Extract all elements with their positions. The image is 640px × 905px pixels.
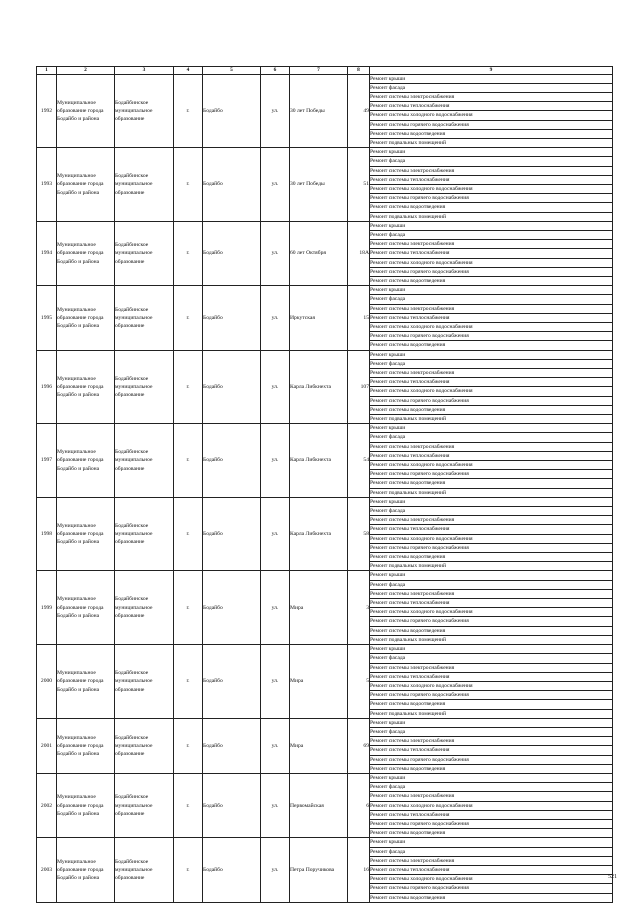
repair-work-cell: Ремонт системы электроснабжения bbox=[370, 92, 613, 101]
repair-work-cell: Ремонт крыши bbox=[370, 74, 613, 83]
municipality-cell: Муниципальное образование города Бодайбо и района bbox=[57, 838, 115, 902]
street-cell: Карла Либкнехта bbox=[290, 497, 348, 571]
repair-work-cell: Ремонт системы электроснабжения bbox=[370, 516, 613, 525]
col-header: 1 bbox=[37, 67, 57, 75]
settlement-cell: Бодайбинское муниципальное образование bbox=[115, 350, 174, 424]
repair-work-cell: Ремонт системы холодного водоснабжения bbox=[370, 608, 613, 617]
municipality-cell: Муниципальное образование города Бодайбо и района bbox=[57, 645, 115, 719]
repair-work-cell: Ремонт системы водоотведения bbox=[370, 129, 613, 138]
street-type-cell: ул. bbox=[261, 424, 290, 498]
settlement-cell: Бодайбинское муниципальное образование bbox=[115, 645, 174, 719]
locality-prefix-cell: г. bbox=[174, 718, 203, 773]
repair-work-cell: Ремонт системы горячего водоснабжения bbox=[370, 691, 613, 700]
street-type-cell: ул. bbox=[261, 645, 290, 719]
locality-prefix-cell: г. bbox=[174, 74, 203, 148]
repair-work-cell: Ремонт системы горячего водоснабжения bbox=[370, 396, 613, 405]
settlement-cell: Бодайбинское муниципальное образование bbox=[115, 221, 174, 285]
city-cell: Бодайбо bbox=[203, 148, 261, 222]
repair-work-cell: Ремонт системы горячего водоснабжения bbox=[370, 332, 613, 341]
repair-work-cell: Ремонт системы электроснабжения bbox=[370, 166, 613, 175]
city-cell: Бодайбо bbox=[203, 424, 261, 498]
repair-work-cell: Ремонт крыши bbox=[370, 286, 613, 295]
city-cell: Бодайбо bbox=[203, 838, 261, 902]
house-number-cell: 18А bbox=[348, 221, 370, 285]
repair-work-cell: Ремонт системы теплоснабжения bbox=[370, 525, 613, 534]
repair-work-cell: Ремонт крыши bbox=[370, 645, 613, 654]
col-header: 4 bbox=[174, 67, 203, 75]
repair-work-cell: Ремонт системы горячего водоснабжения bbox=[370, 267, 613, 276]
repair-work-cell: Ремонт системы водоотведения bbox=[370, 341, 613, 350]
municipality-cell: Муниципальное образование города Бодайбо и района bbox=[57, 571, 115, 645]
locality-prefix-cell: г. bbox=[174, 148, 203, 222]
col-header: 9 bbox=[370, 67, 613, 75]
street-type-cell: ул. bbox=[261, 350, 290, 424]
city-cell: Бодайбо bbox=[203, 350, 261, 424]
record-number-cell: 1995 bbox=[37, 286, 57, 350]
repair-work-cell: Ремонт системы теплоснабжения bbox=[370, 313, 613, 322]
street-type-cell: ул. bbox=[261, 74, 290, 148]
repair-work-cell: Ремонт системы теплоснабжения bbox=[370, 672, 613, 681]
street-type-cell: ул. bbox=[261, 571, 290, 645]
repair-work-cell: Ремонт системы холодного водоснабжения bbox=[370, 461, 613, 470]
repair-work-cell: Ремонт системы водоотведения bbox=[370, 829, 613, 838]
street-cell: 30 лет Победы bbox=[290, 74, 348, 148]
settlement-cell: Бодайбинское муниципальное образование bbox=[115, 286, 174, 350]
settlement-cell: Бодайбинское муниципальное образование bbox=[115, 773, 174, 837]
house-number-cell: 58 bbox=[348, 497, 370, 571]
locality-prefix-cell: г. bbox=[174, 424, 203, 498]
house-number-cell: 107 bbox=[348, 350, 370, 424]
repair-work-cell: Ремонт системы водоотведения bbox=[370, 893, 613, 902]
repair-work-cell: Ремонт системы холодного водоснабжения bbox=[370, 534, 613, 543]
street-type-cell: ул. bbox=[261, 497, 290, 571]
locality-prefix-cell: г. bbox=[174, 773, 203, 837]
locality-prefix-cell: г. bbox=[174, 645, 203, 719]
record-number-cell: 2003 bbox=[37, 838, 57, 902]
repair-work-cell: Ремонт системы водоотведения bbox=[370, 764, 613, 773]
repair-work-cell: Ремонт системы теплоснабжения bbox=[370, 865, 613, 874]
repair-work-cell: Ремонт крыши bbox=[370, 571, 613, 580]
repair-work-cell: Ремонт системы холодного водоснабжения bbox=[370, 387, 613, 396]
repair-work-cell: Ремонт системы теплоснабжения bbox=[370, 810, 613, 819]
table-row bbox=[37, 645, 613, 654]
repair-work-cell: Ремонт системы водоотведения bbox=[370, 700, 613, 709]
repair-work-cell: Ремонт подвальных помещений bbox=[370, 488, 613, 497]
repair-work-cell: Ремонт системы горячего водоснабжения bbox=[370, 755, 613, 764]
repair-work-cell: Ремонт системы горячего водоснабжения bbox=[370, 617, 613, 626]
street-cell: Мира bbox=[290, 718, 348, 773]
repair-work-cell: Ремонт системы электроснабжения bbox=[370, 663, 613, 672]
table-row bbox=[37, 718, 613, 727]
municipality-cell: Муниципальное образование города Бодайбо и района bbox=[57, 74, 115, 148]
col-header: 2 bbox=[57, 67, 115, 75]
repair-work-cell: Ремонт системы холодного водоснабжения bbox=[370, 322, 613, 331]
city-cell: Бодайбо bbox=[203, 773, 261, 837]
repair-work-cell: Ремонт системы холодного водоснабжения bbox=[370, 681, 613, 690]
record-number-cell: 2001 bbox=[37, 718, 57, 773]
repair-work-cell: Ремонт системы электроснабжения bbox=[370, 856, 613, 865]
repair-work-cell: Ремонт системы холодного водоснабжения bbox=[370, 111, 613, 120]
settlement-cell: Бодайбинское муниципальное образование bbox=[115, 571, 174, 645]
locality-prefix-cell: г. bbox=[174, 838, 203, 902]
street-cell: Мира bbox=[290, 645, 348, 719]
table-row bbox=[37, 286, 613, 295]
city-cell: Бодайбо bbox=[203, 645, 261, 719]
table-row bbox=[37, 424, 613, 433]
repair-work-cell: Ремонт крыши bbox=[370, 773, 613, 782]
municipality-cell: Муниципальное образование города Бодайбо и района bbox=[57, 286, 115, 350]
repair-work-cell: Ремонт системы теплоснабжения bbox=[370, 746, 613, 755]
repair-work-cell: Ремонт системы теплоснабжения bbox=[370, 175, 613, 184]
repair-work-cell: Ремонт системы водоотведения bbox=[370, 479, 613, 488]
repair-work-cell: Ремонт системы водоотведения bbox=[370, 553, 613, 562]
table-row bbox=[37, 773, 613, 782]
repair-work-cell: Ремонт подвальных помещений bbox=[370, 415, 613, 424]
repair-work-cell: Ремонт системы электроснабжения bbox=[370, 442, 613, 451]
house-number-cell: 54 bbox=[348, 424, 370, 498]
repair-work-cell: Ремонт системы теплоснабжения bbox=[370, 599, 613, 608]
repair-work-cell: Ремонт системы холодного водоснабжения bbox=[370, 258, 613, 267]
repair-work-cell: Ремонт системы теплоснабжения bbox=[370, 378, 613, 387]
repair-work-cell: Ремонт фасада bbox=[370, 580, 613, 589]
record-number-cell: 1993 bbox=[37, 148, 57, 222]
repair-work-cell: Ремонт фасада bbox=[370, 507, 613, 516]
repair-work-cell: Ремонт подвальных помещений bbox=[370, 212, 613, 221]
city-cell: Бодайбо bbox=[203, 718, 261, 773]
street-cell: Первомайская bbox=[290, 773, 348, 837]
repair-work-cell: Ремонт крыши bbox=[370, 718, 613, 727]
street-cell: Мира bbox=[290, 571, 348, 645]
repair-work-cell: Ремонт системы электроснабжения bbox=[370, 792, 613, 801]
repair-work-cell: Ремонт фасада bbox=[370, 83, 613, 92]
city-cell: Бодайбо bbox=[203, 221, 261, 285]
settlement-cell: Бодайбинское муниципальное образование bbox=[115, 718, 174, 773]
repair-work-cell: Ремонт системы электроснабжения bbox=[370, 369, 613, 378]
table-row bbox=[37, 221, 613, 230]
repair-work-cell: Ремонт системы теплоснабжения bbox=[370, 249, 613, 258]
repair-work-cell: Ремонт подвальных помещений bbox=[370, 562, 613, 571]
house-number-cell: 51 bbox=[348, 148, 370, 222]
repair-work-cell: Ремонт системы горячего водоснабжения bbox=[370, 819, 613, 828]
street-type-cell: ул. bbox=[261, 148, 290, 222]
record-number-cell: 1999 bbox=[37, 571, 57, 645]
city-cell: Бодайбо bbox=[203, 497, 261, 571]
locality-prefix-cell: г. bbox=[174, 350, 203, 424]
house-number-cell: 6 bbox=[348, 773, 370, 837]
col-header: 6 bbox=[261, 67, 290, 75]
record-number-cell: 1992 bbox=[37, 74, 57, 148]
page-number: 521 bbox=[608, 874, 617, 880]
municipality-cell: Муниципальное образование города Бодайбо и района bbox=[57, 350, 115, 424]
repair-work-cell: Ремонт системы электроснабжения bbox=[370, 737, 613, 746]
locality-prefix-cell: г. bbox=[174, 286, 203, 350]
repair-work-cell: Ремонт крыши bbox=[370, 838, 613, 847]
repair-work-cell: Ремонт системы водоотведения bbox=[370, 626, 613, 635]
municipality-cell: Муниципальное образование города Бодайбо и района bbox=[57, 148, 115, 222]
street-cell: Иркутская bbox=[290, 286, 348, 350]
col-header: 7 bbox=[290, 67, 348, 75]
city-cell: Бодайбо bbox=[203, 286, 261, 350]
repair-work-cell: Ремонт системы горячего водоснабжения bbox=[370, 470, 613, 479]
table-row bbox=[37, 350, 613, 359]
repair-work-cell: Ремонт системы водоотведения bbox=[370, 405, 613, 414]
locality-prefix-cell: г. bbox=[174, 497, 203, 571]
repair-work-cell: Ремонт подвальных помещений bbox=[370, 709, 613, 718]
col-header: 3 bbox=[115, 67, 174, 75]
street-type-cell: ул. bbox=[261, 773, 290, 837]
record-number-cell: 2000 bbox=[37, 645, 57, 719]
municipality-cell: Муниципальное образование города Бодайбо и района bbox=[57, 497, 115, 571]
repair-work-cell: Ремонт фасада bbox=[370, 847, 613, 856]
house-number-cell: 3 bbox=[348, 571, 370, 645]
repair-work-cell: Ремонт подвальных помещений bbox=[370, 635, 613, 644]
record-number-cell: 1997 bbox=[37, 424, 57, 498]
repair-work-cell: Ремонт системы горячего водоснабжения bbox=[370, 543, 613, 552]
repair-work-cell: Ремонт системы теплоснабжения bbox=[370, 102, 613, 111]
table-body bbox=[37, 74, 613, 902]
repair-work-cell: Ремонт фасада bbox=[370, 359, 613, 368]
repair-work-cell: Ремонт фасада bbox=[370, 295, 613, 304]
record-number-cell: 1994 bbox=[37, 221, 57, 285]
repair-work-cell: Ремонт фасада bbox=[370, 157, 613, 166]
repair-work-cell: Ремонт системы холодного водоснабжения bbox=[370, 875, 613, 884]
municipality-cell: Муниципальное образование города Бодайбо и района bbox=[57, 718, 115, 773]
table-row bbox=[37, 74, 613, 83]
repair-work-cell: Ремонт системы электроснабжения bbox=[370, 589, 613, 598]
record-number-cell: 1998 bbox=[37, 497, 57, 571]
house-number-cell: 15 bbox=[348, 286, 370, 350]
locality-prefix-cell: г. bbox=[174, 221, 203, 285]
house-number-cell: 49 bbox=[348, 74, 370, 148]
house-number-cell: 69 bbox=[348, 718, 370, 773]
street-type-cell: ул. bbox=[261, 221, 290, 285]
repair-program-table bbox=[36, 66, 613, 903]
repair-work-cell: Ремонт системы горячего водоснабжения bbox=[370, 120, 613, 129]
municipality-cell: Муниципальное образование города Бодайбо и района bbox=[57, 221, 115, 285]
settlement-cell: Бодайбинское муниципальное образование bbox=[115, 74, 174, 148]
municipality-cell: Муниципальное образование города Бодайбо и района bbox=[57, 424, 115, 498]
repair-work-cell: Ремонт системы горячего водоснабжения bbox=[370, 194, 613, 203]
street-type-cell: ул. bbox=[261, 718, 290, 773]
col-header: 5 bbox=[203, 67, 261, 75]
repair-work-cell: Ремонт фасада bbox=[370, 654, 613, 663]
settlement-cell: Бодайбинское муниципальное образование bbox=[115, 838, 174, 902]
settlement-cell: Бодайбинское муниципальное образование bbox=[115, 424, 174, 498]
street-cell: 60 лет Октября bbox=[290, 221, 348, 285]
repair-work-cell: Ремонт системы водоотведения bbox=[370, 203, 613, 212]
repair-work-cell: Ремонт системы электроснабжения bbox=[370, 304, 613, 313]
table-row bbox=[37, 571, 613, 580]
table-row bbox=[37, 148, 613, 157]
street-cell: Карла Либкнехта bbox=[290, 424, 348, 498]
municipality-cell: Муниципальное образование города Бодайбо и района bbox=[57, 773, 115, 837]
repair-work-cell: Ремонт системы теплоснабжения bbox=[370, 451, 613, 460]
street-type-cell: ул. bbox=[261, 838, 290, 902]
repair-work-cell: Ремонт подвальных помещений bbox=[370, 138, 613, 147]
repair-work-cell: Ремонт крыши bbox=[370, 148, 613, 157]
record-number-cell: 1996 bbox=[37, 350, 57, 424]
repair-work-cell: Ремонт крыши bbox=[370, 221, 613, 230]
repair-work-cell: Ремонт фасада bbox=[370, 230, 613, 239]
table-row bbox=[37, 497, 613, 506]
house-number-cell: 16 bbox=[348, 838, 370, 902]
repair-work-cell: Ремонт фасада bbox=[370, 727, 613, 736]
repair-work-cell: Ремонт системы холодного водоснабжения bbox=[370, 184, 613, 193]
repair-work-cell: Ремонт системы водоотведения bbox=[370, 276, 613, 285]
repair-work-cell: Ремонт крыши bbox=[370, 424, 613, 433]
repair-work-cell: Ремонт фасада bbox=[370, 433, 613, 442]
house-number-cell: 5 bbox=[348, 645, 370, 719]
city-cell: Бодайбо bbox=[203, 571, 261, 645]
repair-work-cell: Ремонт крыши bbox=[370, 350, 613, 359]
street-cell: Петра Поручикова bbox=[290, 838, 348, 902]
repair-work-cell: Ремонт фасада bbox=[370, 783, 613, 792]
street-cell: Карла Либкнехта bbox=[290, 350, 348, 424]
street-type-cell: ул. bbox=[261, 286, 290, 350]
table-row bbox=[37, 838, 613, 847]
city-cell: Бодайбо bbox=[203, 74, 261, 148]
repair-work-cell: Ремонт системы холодного водоснабжения bbox=[370, 801, 613, 810]
settlement-cell: Бодайбинское муниципальное образование bbox=[115, 148, 174, 222]
repair-work-cell: Ремонт системы горячего водоснабжения bbox=[370, 884, 613, 893]
repair-work-cell: Ремонт крыши bbox=[370, 497, 613, 506]
column-number-header bbox=[37, 67, 613, 75]
repair-work-cell: Ремонт системы электроснабжения bbox=[370, 240, 613, 249]
locality-prefix-cell: г. bbox=[174, 571, 203, 645]
street-cell: 30 лет Победы bbox=[290, 148, 348, 222]
col-header: 8 bbox=[348, 67, 370, 75]
settlement-cell: Бодайбинское муниципальное образование bbox=[115, 497, 174, 571]
record-number-cell: 2002 bbox=[37, 773, 57, 837]
